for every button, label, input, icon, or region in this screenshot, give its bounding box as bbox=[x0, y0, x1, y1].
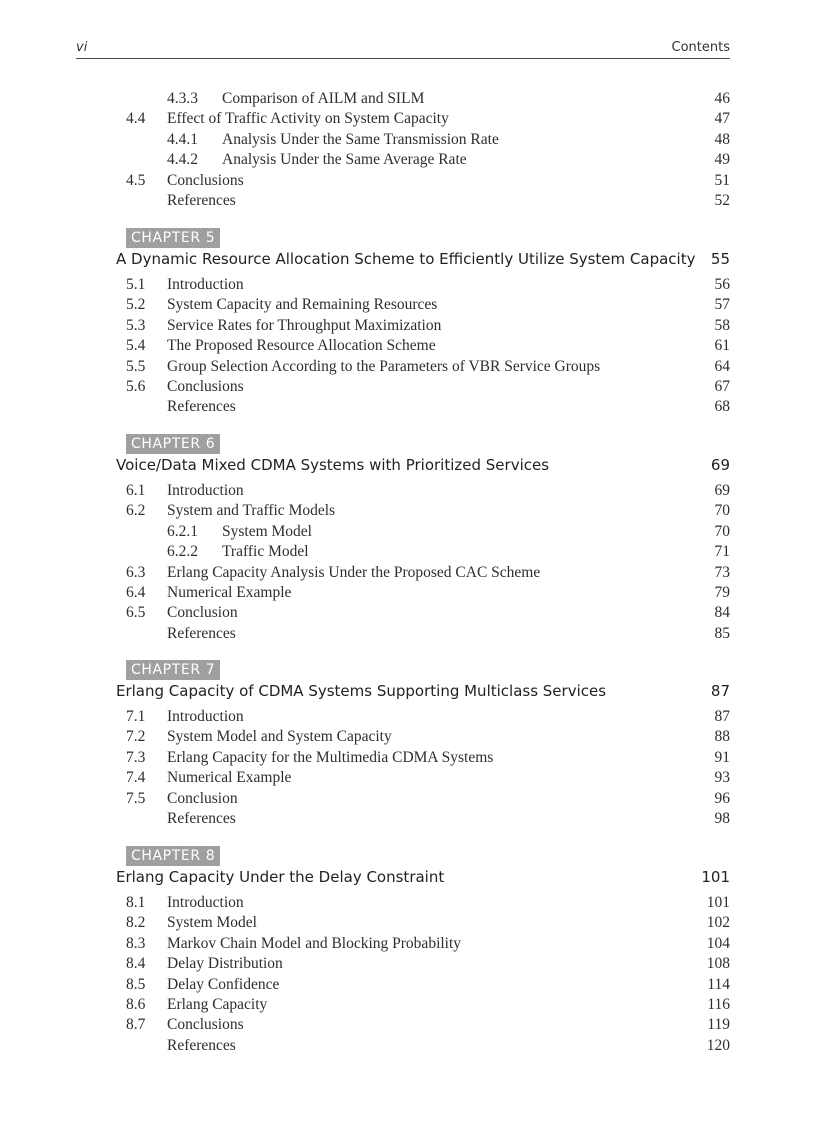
entry-title: Erlang Capacity Analysis Under the Proposed CAC Scheme bbox=[167, 563, 541, 581]
entry-number: 8.1 bbox=[126, 894, 146, 911]
entry-page-number: 79 bbox=[714, 584, 730, 601]
toc-section-entry[interactable] bbox=[126, 336, 730, 356]
entry-title: Introduction bbox=[167, 894, 244, 911]
entry-title: Conclusions bbox=[167, 1016, 244, 1034]
entry-number: 5.4 bbox=[126, 337, 146, 355]
toc-section-entry[interactable] bbox=[126, 481, 730, 501]
entry-number: 8.4 bbox=[126, 955, 146, 973]
entry-page-number: 84 bbox=[714, 604, 730, 622]
entry-number: 6.1 bbox=[126, 482, 146, 499]
entry-page-number: 101 bbox=[706, 894, 730, 911]
entry-page-number: 64 bbox=[714, 357, 730, 375]
entry-number: 5.3 bbox=[126, 316, 146, 334]
toc-section-entry[interactable] bbox=[126, 934, 730, 954]
toc-section-entry[interactable] bbox=[126, 377, 730, 397]
entry-number: 6.2 bbox=[126, 502, 146, 520]
entry-number: 5.5 bbox=[126, 357, 146, 375]
entry-title: System and Traffic Models bbox=[167, 502, 336, 520]
entry-number: 8.2 bbox=[126, 914, 146, 932]
entry-title: Comparison of AILM and SILM bbox=[222, 90, 425, 107]
entry-number: 5.2 bbox=[126, 296, 146, 314]
entry-title: Markov Chain Model and Blocking Probability bbox=[167, 934, 462, 952]
chapter-title: A Dynamic Resource Allocation Scheme to Efficiently Utilize System Capacity bbox=[116, 250, 696, 268]
entry-page-number: 46 bbox=[714, 90, 730, 107]
entry-title: Group Selection According to the Parameters of VBR Service Groups bbox=[167, 357, 601, 375]
toc-section-entry[interactable] bbox=[126, 191, 730, 211]
toc-section-entry[interactable] bbox=[126, 707, 730, 727]
toc-section-entry[interactable] bbox=[126, 995, 730, 1015]
entry-number: 4.4.1 bbox=[167, 130, 198, 148]
entry-title: Analysis Under the Same Average Rate bbox=[222, 151, 467, 169]
entry-title: Conclusions bbox=[167, 378, 244, 395]
toc-subsection-entry[interactable] bbox=[167, 130, 730, 150]
chapter-badge: CHAPTER 7 bbox=[126, 660, 220, 680]
entry-page-number: 61 bbox=[714, 337, 730, 355]
entry-page-number: 51 bbox=[714, 171, 730, 189]
toc-section-entry[interactable] bbox=[126, 624, 730, 644]
toc-section-entry[interactable] bbox=[126, 727, 730, 747]
entry-number: 8.3 bbox=[126, 934, 146, 952]
entry-page-number: 96 bbox=[714, 789, 730, 807]
toc-section-entry[interactable] bbox=[126, 316, 730, 336]
entry-page-number: 68 bbox=[714, 398, 730, 416]
entry-page-number: 108 bbox=[706, 955, 730, 973]
entry-page-number: 98 bbox=[714, 810, 730, 827]
toc-section-entry[interactable] bbox=[126, 603, 730, 623]
entry-page-number: 70 bbox=[714, 502, 730, 520]
entry-number: 7.5 bbox=[126, 789, 146, 807]
toc-section-entry[interactable] bbox=[126, 583, 730, 603]
page-folio: vi bbox=[76, 40, 88, 55]
toc-subsection-entry[interactable] bbox=[167, 542, 730, 562]
toc-section-entry[interactable] bbox=[126, 501, 730, 521]
entry-title: System Model bbox=[222, 522, 312, 540]
entry-title: Erlang Capacity for the Multimedia CDMA Systems bbox=[167, 748, 494, 766]
chapter-badge: CHAPTER 6 bbox=[126, 434, 220, 454]
chapter-title-row[interactable] bbox=[116, 248, 730, 270]
toc-section-entry[interactable] bbox=[126, 1015, 730, 1035]
entry-number: 8.7 bbox=[126, 1016, 146, 1034]
entry-page-number: 67 bbox=[714, 378, 730, 395]
entry-title: System Model and System Capacity bbox=[167, 728, 392, 746]
chapter-badge: CHAPTER 5 bbox=[126, 228, 220, 248]
entry-page-number: 91 bbox=[714, 748, 730, 766]
entry-page-number: 73 bbox=[714, 563, 730, 581]
entry-number: 4.4 bbox=[126, 110, 146, 128]
entry-page-number: 116 bbox=[707, 996, 730, 1013]
toc-section-entry[interactable] bbox=[126, 954, 730, 974]
toc-section-entry[interactable] bbox=[126, 893, 730, 913]
entry-page-number: 85 bbox=[714, 624, 730, 642]
entry-page-number: 87 bbox=[714, 708, 730, 725]
entry-page-number: 69 bbox=[714, 482, 730, 499]
entry-number: 4.4.2 bbox=[167, 151, 198, 169]
entry-page-number: 49 bbox=[714, 151, 730, 169]
toc-section-entry[interactable] bbox=[126, 913, 730, 933]
entry-number: 5.1 bbox=[126, 276, 146, 293]
running-title: Contents bbox=[671, 40, 730, 55]
chapter-page-number: 87 bbox=[710, 682, 730, 700]
entry-number: 8.6 bbox=[126, 996, 146, 1013]
entry-title: The Proposed Resource Allocation Scheme bbox=[167, 337, 436, 355]
entry-page-number: 48 bbox=[714, 130, 730, 148]
toc-subsection-entry[interactable] bbox=[167, 89, 730, 109]
toc-section-entry[interactable] bbox=[126, 789, 730, 809]
entry-page-number: 120 bbox=[706, 1036, 730, 1054]
toc-subsection-entry[interactable] bbox=[167, 522, 730, 542]
entry-page-number: 56 bbox=[714, 276, 730, 293]
chapter-page-number: 101 bbox=[701, 868, 730, 886]
entry-page-number: 70 bbox=[714, 522, 730, 540]
toc-section-entry[interactable] bbox=[126, 275, 730, 295]
entry-title: Erlang Capacity bbox=[167, 996, 268, 1013]
toc-section-entry[interactable] bbox=[126, 171, 730, 191]
entry-page-number: 47 bbox=[714, 110, 730, 128]
entry-number: 5.6 bbox=[126, 378, 146, 395]
entry-title: Conclusions bbox=[167, 171, 244, 189]
entry-page-number: 88 bbox=[714, 728, 730, 746]
toc-section-entry[interactable] bbox=[126, 809, 730, 829]
chapter-page-number: 55 bbox=[710, 250, 730, 268]
entry-title: System Capacity and Remaining Resources bbox=[167, 296, 438, 314]
entry-number: 7.1 bbox=[126, 708, 146, 725]
entry-title: Introduction bbox=[167, 482, 244, 499]
entry-number: 6.2.2 bbox=[167, 543, 198, 561]
entry-page-number: 57 bbox=[714, 296, 730, 314]
chapter-page-number: 69 bbox=[710, 456, 730, 474]
chapter-title-row[interactable] bbox=[116, 866, 730, 888]
toc-section-entry[interactable] bbox=[126, 748, 730, 768]
chapter-title: Erlang Capacity Under the Delay Constraint bbox=[116, 868, 445, 886]
entry-number: 7.3 bbox=[126, 748, 146, 766]
entry-title: References bbox=[167, 810, 236, 827]
entry-title: Conclusion bbox=[167, 604, 238, 622]
entry-title: Numerical Example bbox=[167, 769, 292, 787]
entry-page-number: 71 bbox=[714, 543, 730, 561]
entry-title: References bbox=[167, 192, 236, 209]
entry-title: Service Rates for Throughput Maximization bbox=[167, 316, 442, 334]
entry-title: Analysis Under the Same Transmission Rate bbox=[222, 130, 499, 148]
entry-page-number: 52 bbox=[714, 192, 730, 209]
entry-title: Delay Confidence bbox=[167, 975, 280, 993]
toc-section-entry[interactable] bbox=[126, 768, 730, 788]
entry-title: References bbox=[167, 624, 236, 642]
toc-section-entry[interactable] bbox=[126, 397, 730, 417]
toc-section-entry[interactable] bbox=[126, 975, 730, 995]
entry-number: 6.5 bbox=[126, 604, 146, 622]
entry-page-number: 104 bbox=[706, 934, 730, 952]
entry-number: 6.2.1 bbox=[167, 522, 198, 540]
chapter-title: Erlang Capacity of CDMA Systems Supporting Multiclass Services bbox=[116, 682, 607, 700]
toc-section-entry[interactable] bbox=[126, 1036, 730, 1056]
toc-section-entry[interactable] bbox=[126, 563, 730, 583]
entry-page-number: 114 bbox=[707, 975, 730, 993]
entry-page-number: 119 bbox=[707, 1016, 730, 1034]
entry-title: Conclusion bbox=[167, 789, 238, 807]
entry-title: Introduction bbox=[167, 276, 244, 293]
entry-number: 4.5 bbox=[126, 171, 146, 189]
entry-number: 8.5 bbox=[126, 975, 146, 993]
chapter-title-row[interactable] bbox=[116, 454, 730, 476]
entry-page-number: 93 bbox=[714, 769, 730, 787]
entry-title: Numerical Example bbox=[167, 584, 292, 601]
chapter-badge: CHAPTER 8 bbox=[126, 846, 220, 866]
toc-subsection-entry[interactable] bbox=[167, 150, 730, 170]
chapter-title-row[interactable] bbox=[116, 680, 730, 702]
entry-title: References bbox=[167, 1036, 236, 1054]
entry-number: 6.4 bbox=[126, 584, 146, 601]
entry-page-number: 58 bbox=[714, 316, 730, 334]
toc-section-entry[interactable] bbox=[126, 357, 730, 377]
entry-number: 7.4 bbox=[126, 769, 146, 787]
entry-title: Traffic Model bbox=[222, 543, 309, 561]
entry-number: 6.3 bbox=[126, 563, 146, 581]
entry-number: 4.3.3 bbox=[167, 90, 198, 107]
entry-page-number: 102 bbox=[706, 914, 730, 932]
entry-title: Effect of Traffic Activity on System Capacity bbox=[167, 110, 449, 128]
entry-title: Introduction bbox=[167, 708, 244, 725]
entry-title: Delay Distribution bbox=[167, 955, 283, 973]
toc-section-entry[interactable] bbox=[126, 295, 730, 315]
entry-title: System Model bbox=[167, 914, 257, 932]
toc-section-entry[interactable] bbox=[126, 109, 730, 129]
entry-number: 7.2 bbox=[126, 728, 146, 746]
entry-title: References bbox=[167, 398, 236, 416]
chapter-title: Voice/Data Mixed CDMA Systems with Prioritized Services bbox=[116, 456, 550, 474]
